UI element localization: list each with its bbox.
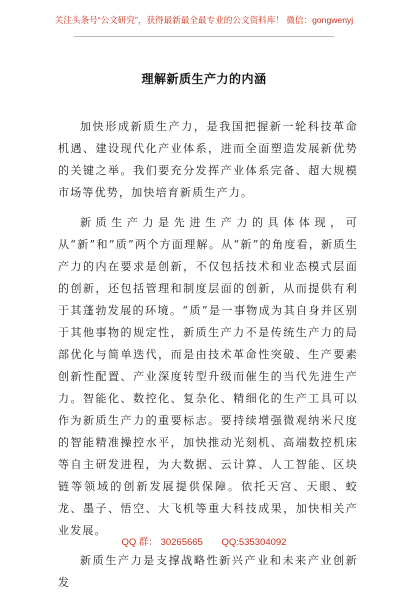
footer-contact (0, 534, 408, 548)
document-body (58, 116, 358, 602)
footer-qq: QQ:535304092 (221, 537, 287, 548)
header-divider (74, 36, 334, 37)
document-title: 理解新质生产力的内涵 (141, 72, 267, 86)
paragraph-1: 加快形成新质生产力，是我国把握新一轮科技革命机遇、建设现代化产业体系，进而全面塑造发展新优势的关键之举。我们要充分发挥产业体系完备、超大规模市场等优势，加快培育新质生产力。 (58, 120, 358, 199)
paragraph-2: 新质生产力是先进生产力的具体体现，可从“新”和“质”两个方面理解。从“新”的角度看，新质生产力的内在要求是创新，不仅包括技术和业态模式层面的创新，还包括管理和制度层面的创新，从而提供有利于其蓬勃发展的环境。“质”是一事物成为其自身并区别于其他事物的规定性，新质生产力不是传统生产力的局部优化与简单迭代，而是由技术革命性突破、生产要素创新性配置、产业深度转型升级而催生的当代先进生产力。智能化、数控化、复杂化、精细化的生产工具可以作为新质生产力的重要标志。要持续增强微观纳米尺度的智能精准操控水平，加快推动光刻机、高端数控机床等自主研发进程，为大数据、云计算、人工智能、区块链等领域的创新发展提供保障。依托天宫、天眼、蛟龙、墨子、悟空、大飞机等重大科技成果，加快相关产业发展。 (58, 216, 358, 537)
header-banner: 关注头条号“公文研究”，获得最新最全最专业的公文资料库！ 微信：gongwenyj (54, 15, 354, 25)
footer-qq-group: QQ 群： 30265665 (121, 537, 203, 548)
paragraph-3: 新质生产力是支撑战略性新兴产业和未来产业创新发 (58, 554, 358, 589)
